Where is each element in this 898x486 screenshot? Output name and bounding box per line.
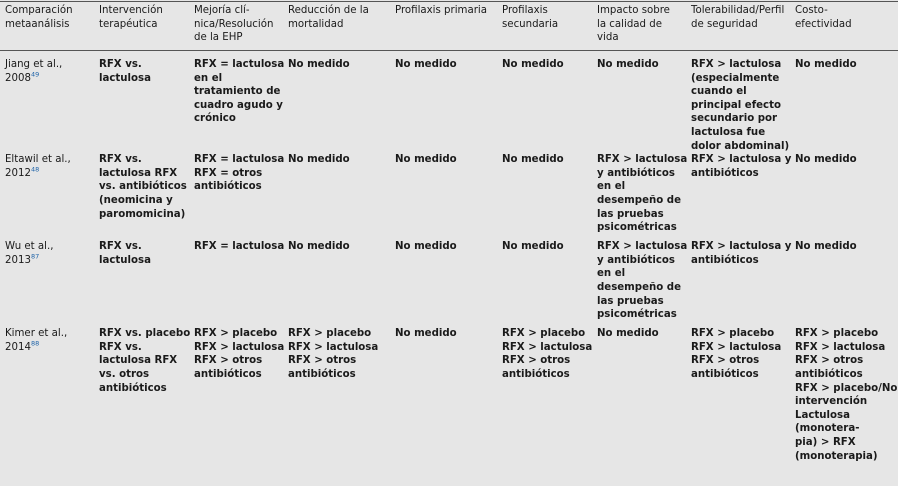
table-cell: [592, 327, 686, 477]
cell-line: No medido: [502, 59, 564, 70]
cell-line: lactulosa RFX: [99, 167, 178, 179]
cell-line: en el: [597, 181, 626, 193]
table-cell: [94, 153, 189, 240]
cell-line: No medido: [395, 328, 457, 340]
table-cell: [790, 50, 898, 153]
table-cell: [686, 50, 790, 153]
cell-line: secundario por: [691, 113, 778, 125]
study-cell: [0, 153, 94, 240]
cell-line: mortalidad: [288, 18, 344, 30]
cell-line: y antibióticos: [597, 167, 675, 179]
cell-line: No medido: [795, 59, 857, 70]
cell-line: No medido: [395, 59, 457, 70]
tolerability-header: [686, 4, 790, 50]
study-cell: [0, 240, 94, 327]
cell-line: No medido: [795, 241, 857, 253]
cell-line: en el: [597, 268, 626, 280]
cell-line: antibióticos: [288, 368, 356, 380]
cell-line: No medido: [395, 154, 457, 166]
study-author: Kimer et al.,: [5, 328, 68, 340]
cell-line: RFX > placebo/No: [795, 382, 898, 394]
cell-line: lactulosa: [99, 254, 151, 266]
table-cell: [497, 240, 592, 327]
cell-line: antibióticos: [502, 368, 570, 380]
study-year-line: [5, 341, 94, 355]
cell-line: RFX > lactulosa: [691, 59, 782, 70]
cell-line: terapéutica: [99, 18, 158, 30]
study-year: 2012: [5, 167, 31, 179]
cell-line: Reducción de la: [288, 5, 369, 16]
cell-line: No medido: [288, 241, 350, 253]
table-cell: [283, 327, 390, 477]
table-cell: [790, 327, 898, 477]
cell-line: Profilaxis: [502, 5, 548, 16]
table-cell: [283, 50, 390, 153]
study-cell: [0, 50, 94, 153]
study-year: 2013: [5, 254, 31, 266]
table-cell: [390, 153, 497, 240]
cell-line: vs. otros: [99, 368, 150, 380]
cell-line: Comparación: [5, 5, 73, 16]
cell-line: No medido: [597, 328, 659, 340]
cell-line: RFX vs.: [99, 241, 142, 253]
reference-link[interactable]: 87: [30, 252, 40, 261]
cell-line: de seguridad: [691, 18, 758, 30]
table-cell: [189, 240, 283, 327]
study-author: Eltawil et al.,: [5, 154, 71, 166]
cell-line: RFX = lactulosa: [194, 154, 285, 166]
table-cell: [283, 153, 390, 240]
cell-line: RFX > otros: [795, 355, 864, 367]
cell-line: RFX > lactulosa y: [691, 241, 792, 253]
cell-line: RFX > placebo: [502, 328, 586, 340]
study-year-line: [5, 167, 94, 181]
cell-line: pia) > RFX: [795, 436, 856, 448]
reference-link[interactable]: 48: [30, 165, 40, 174]
cell-line: RFX > placebo: [795, 328, 879, 340]
cell-line: antibióticos: [194, 181, 262, 193]
cell-line: RFX = otros: [194, 167, 263, 179]
table-cell: [497, 153, 592, 240]
cell-line: RFX vs.: [99, 341, 142, 353]
cell-line: RFX vs.: [99, 154, 142, 166]
table-row: [0, 153, 898, 240]
cell-line: RFX = lactulosa: [194, 59, 285, 70]
cell-line: lactulosa RFX: [99, 355, 178, 367]
quality-of-life-header: [592, 4, 686, 50]
table-cell: [497, 327, 592, 477]
primary-prophylaxis-header: [390, 4, 497, 50]
table-top-rule: [0, 1, 898, 2]
cell-line: RFX > placebo: [691, 328, 775, 340]
cell-line: las pruebas: [597, 208, 664, 220]
cell-line: (especialmente: [691, 72, 780, 84]
cell-line: Intervención: [99, 5, 163, 16]
intervention-header: [94, 4, 189, 50]
cell-line: (neomicina y: [99, 194, 173, 206]
table-cell: [390, 240, 497, 327]
cell-line: Mejoría clí-: [194, 5, 250, 16]
table-cell: [390, 50, 497, 153]
cell-line: antibióticos: [691, 254, 759, 266]
cell-line: paromomicina): [99, 208, 186, 220]
cell-line: antibióticos: [194, 368, 262, 380]
table-cell: [283, 240, 390, 327]
table-cell: [592, 50, 686, 153]
cell-line: lactulosa: [99, 72, 151, 84]
cell-line: crónico: [194, 113, 236, 125]
study-year-line: [5, 72, 94, 86]
cell-line: Tolerabilidad/Perfil: [691, 5, 785, 16]
cell-line: RFX = lactulosa: [194, 241, 285, 253]
cell-line: RFX > lactulosa: [597, 154, 688, 166]
table-cell: [94, 50, 189, 153]
table-cell: [390, 327, 497, 477]
cell-line: RFX > placebo: [194, 328, 278, 340]
cell-line: Impacto sobre: [597, 5, 670, 16]
table-cell: [686, 240, 790, 327]
cell-line: tratamiento de: [194, 86, 281, 98]
table-cell: [189, 50, 283, 153]
cell-line: lactulosa fue: [691, 126, 766, 138]
cell-line: RFX > lactulosa: [597, 241, 688, 253]
cell-line: cuadro agudo y: [194, 99, 283, 111]
study-year: 2008: [5, 72, 31, 84]
cell-line: principal efecto: [691, 99, 781, 111]
cell-line: No medido: [502, 241, 564, 253]
cell-line: No medido: [597, 59, 659, 70]
cell-line: Costo-: [795, 5, 828, 16]
cell-line: No medido: [288, 59, 350, 70]
cell-line: RFX > lactulosa: [194, 341, 285, 353]
reference-link[interactable]: 49: [30, 70, 40, 79]
cell-line: RFX vs. placebo: [99, 328, 191, 340]
cell-line: RFX > otros: [194, 355, 263, 367]
cell-line: la calidad de: [597, 18, 662, 30]
cell-line: intervención: [795, 396, 868, 408]
meta-analysis-comparison-table: [0, 4, 898, 477]
cell-line: Lactulosa: [795, 409, 850, 421]
cell-line: RFX > otros: [691, 355, 760, 367]
cell-line: RFX > otros: [288, 355, 357, 367]
cell-line: de la EHP: [194, 32, 243, 44]
study-year-line: [5, 254, 94, 268]
table-cell: [686, 327, 790, 477]
table-cell: [497, 50, 592, 153]
cell-line: antibióticos: [795, 368, 863, 380]
cell-line: RFX vs.: [99, 59, 142, 70]
table-cell: [686, 153, 790, 240]
cell-line: psicométricas: [597, 309, 677, 321]
cell-line: desempeño de: [597, 281, 681, 293]
study-year: 2014: [5, 341, 31, 353]
cell-line: nica/Resolución: [194, 18, 274, 30]
cell-line: RFX > lactulosa: [502, 341, 593, 353]
table-cell: [189, 327, 283, 477]
cell-line: antibióticos: [691, 167, 759, 179]
table-cell: [189, 153, 283, 240]
table-row: [0, 327, 898, 477]
study-author: Wu et al.,: [5, 241, 54, 253]
cell-line: antibióticos: [99, 382, 167, 394]
secondary-prophylaxis-header: [497, 4, 592, 50]
cell-line: No medido: [502, 154, 564, 166]
cell-line: cuando el: [691, 86, 747, 98]
cell-line: No medido: [395, 241, 457, 253]
cell-line: en el: [194, 72, 223, 84]
cell-line: RFX > lactulosa y: [691, 154, 792, 166]
cell-line: RFX > lactulosa: [691, 341, 782, 353]
cell-line: RFX > lactulosa: [795, 341, 886, 353]
table-cell: [592, 240, 686, 327]
cell-line: las pruebas: [597, 295, 664, 307]
cell-line: metaanálisis: [5, 18, 70, 30]
table-cell: [94, 240, 189, 327]
table-cell: [790, 240, 898, 327]
cell-line: desempeño de: [597, 194, 681, 206]
table-cell: [94, 327, 189, 477]
study-author: Jiang et al.,: [5, 59, 63, 70]
cell-line: vs. antibióticos: [99, 181, 187, 193]
cell-line: No medido: [288, 154, 350, 166]
cell-line: vida: [597, 32, 619, 44]
table-row: [0, 240, 898, 327]
table-header-row: [0, 4, 898, 50]
reference-link[interactable]: 88: [30, 339, 40, 348]
cell-line: antibióticos: [691, 368, 759, 380]
table-cell: [592, 153, 686, 240]
cell-line: No medido: [795, 154, 857, 166]
cell-line: secundaria: [502, 18, 559, 30]
cell-line: RFX > lactulosa: [288, 341, 379, 353]
mortality-header: [283, 4, 390, 50]
table-cell: [790, 153, 898, 240]
cell-line: Profilaxis primaria: [395, 5, 487, 16]
table-row: [0, 50, 898, 153]
cell-line: y antibióticos: [597, 254, 675, 266]
cell-line: psicométricas: [597, 222, 677, 234]
cell-line: efectividad: [795, 18, 852, 30]
cost-effectiveness-header: [790, 4, 898, 50]
clinical-improvement-header: [189, 4, 283, 50]
cell-line: (monoterapia): [795, 450, 878, 462]
cell-line: (monotera-: [795, 423, 860, 435]
cell-line: RFX > placebo: [288, 328, 372, 340]
cell-line: dolor abdominal): [691, 140, 790, 152]
study-cell: [0, 327, 94, 477]
comparison-header: [0, 4, 94, 50]
cell-line: RFX > otros: [502, 355, 571, 367]
